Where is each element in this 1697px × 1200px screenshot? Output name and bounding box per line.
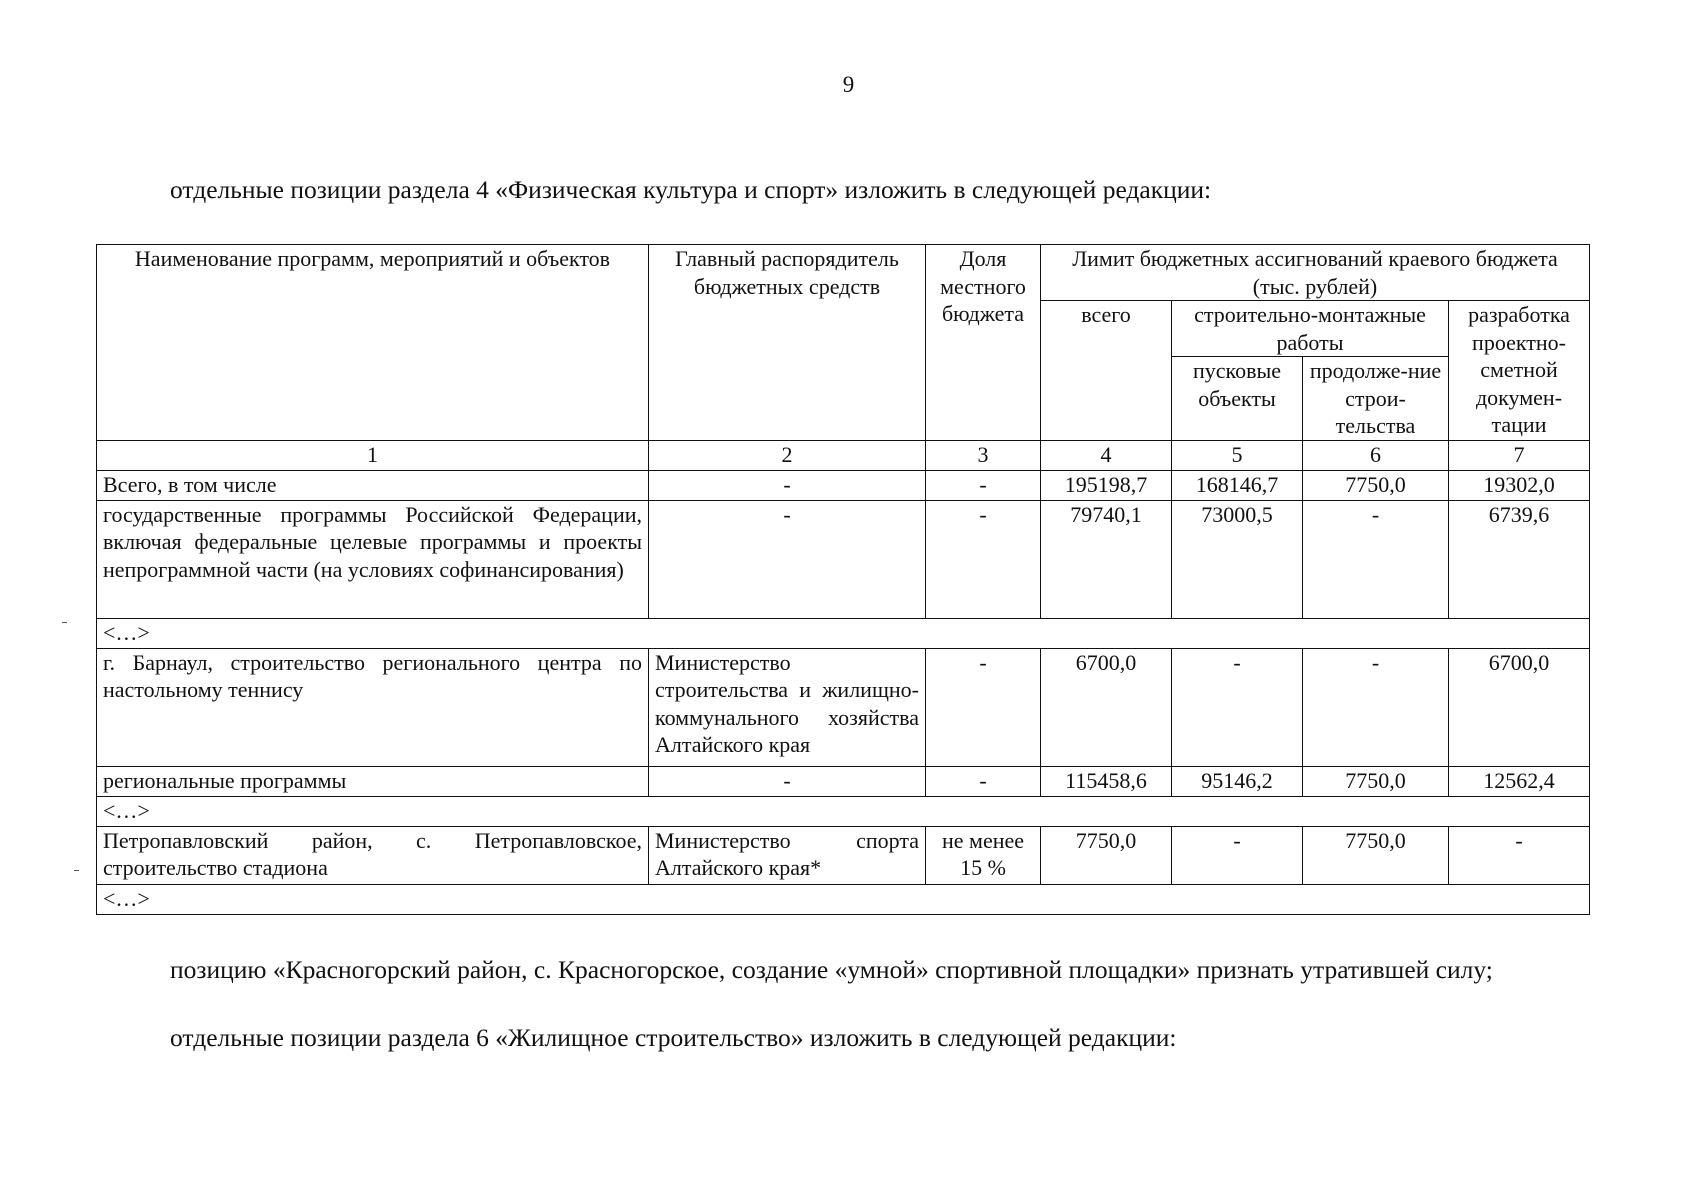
section6-paragraph: [98, 1022, 1588, 1054]
row-total: 115458,6: [1041, 766, 1172, 796]
table-row: [97, 826, 1590, 884]
header-continuation: продолже-ние строи-тельства: [1303, 357, 1449, 441]
ellipsis-row: [97, 796, 1590, 826]
row-continuation: 7750,0: [1303, 826, 1449, 884]
ellipsis: <…>: [97, 618, 1590, 648]
table-row: [97, 500, 1590, 618]
header-name: Наименование программ, мероприятий и объектов: [97, 245, 649, 441]
header-distributor: Главный распорядитель бюджетных средств: [649, 245, 926, 441]
row-distributor: -: [649, 500, 926, 618]
header-design: разработка проектно-сметной докумен-тации: [1449, 301, 1590, 441]
scan-margin-mark: [74, 870, 79, 871]
intro-paragraph: [98, 174, 1588, 206]
row-name: Петропавловский район, с. Петропавловское, строительство стадиона: [97, 826, 649, 884]
column-number: 1: [97, 440, 649, 470]
row-share: -: [926, 470, 1041, 500]
row-design: 6739,6: [1449, 500, 1590, 618]
row-launch: 95146,2: [1172, 766, 1303, 796]
column-number-row: [97, 440, 1590, 470]
row-launch: 73000,5: [1172, 500, 1303, 618]
header-launch: пусковые объекты: [1172, 357, 1303, 441]
column-number: 5: [1172, 440, 1303, 470]
ellipsis-row: [97, 618, 1590, 648]
repeal-paragraph: [98, 954, 1588, 986]
row-total: 195198,7: [1041, 470, 1172, 500]
row-distributor: Министерство спорта Алтайского края*: [649, 826, 926, 884]
header-row-1: [97, 245, 1590, 301]
header-limit: Лимит бюджетных ассигнований краевого бюджета (тыс. рублей): [1041, 245, 1590, 301]
ellipsis: <…>: [97, 796, 1590, 826]
row-share: -: [926, 648, 1041, 766]
row-distributor: -: [649, 470, 926, 500]
column-number: 4: [1041, 440, 1172, 470]
row-design: 6700,0: [1449, 648, 1590, 766]
row-name: государственные программы Российской Федерации, включая федеральные целевые программы и проекты непрограммной части (на условиях софинансирования): [97, 500, 649, 618]
header-local-share: Доля местного бюджета: [926, 245, 1041, 441]
row-distributor: Министерство строительства и жилищно-коммунального хозяйства Алтайского края: [649, 648, 926, 766]
column-number: 7: [1449, 440, 1590, 470]
row-name: региональные программы: [97, 766, 649, 796]
header-total: всего: [1041, 301, 1172, 441]
row-name: г. Барнаул, строительство регионального центра по настольному теннису: [97, 648, 649, 766]
ellipsis: <…>: [97, 884, 1590, 914]
column-number: 6: [1303, 440, 1449, 470]
table-row: [97, 766, 1590, 796]
ellipsis-row: [97, 884, 1590, 914]
row-share: -: [926, 500, 1041, 618]
scan-margin-mark: [62, 622, 67, 623]
budget-table: [96, 244, 1590, 915]
row-launch: 168146,7: [1172, 470, 1303, 500]
row-design: -: [1449, 826, 1590, 884]
row-continuation: 7750,0: [1303, 470, 1449, 500]
table-row: [97, 648, 1590, 766]
intro-text: отдельные позиции раздела 4 «Физическая культура и спорт» изложить в следующей редакции:: [170, 175, 1212, 204]
table-row: [97, 470, 1590, 500]
row-design: 19302,0: [1449, 470, 1590, 500]
column-number: 3: [926, 440, 1041, 470]
row-share: не менее 15 %: [926, 826, 1041, 884]
row-continuation: -: [1303, 648, 1449, 766]
row-launch: -: [1172, 648, 1303, 766]
row-design: 12562,4: [1449, 766, 1590, 796]
repeal-text: позицию «Красногорский район, с. Красногорское, создание «умной» спортивной площадки» признать утратившей силу;: [170, 955, 1493, 984]
header-construction: строительно-монтажные работы: [1172, 301, 1449, 357]
row-launch: -: [1172, 826, 1303, 884]
row-total: 6700,0: [1041, 648, 1172, 766]
row-total: 79740,1: [1041, 500, 1172, 618]
section6-text: отдельные позиции раздела 6 «Жилищное строительство» изложить в следующей редакции:: [170, 1023, 1177, 1052]
row-share: -: [926, 766, 1041, 796]
column-number: 2: [649, 440, 926, 470]
row-distributor: -: [649, 766, 926, 796]
row-continuation: -: [1303, 500, 1449, 618]
row-total: 7750,0: [1041, 826, 1172, 884]
row-continuation: 7750,0: [1303, 766, 1449, 796]
page-number: 9: [842, 72, 855, 97]
row-name: Всего, в том числе: [97, 470, 649, 500]
